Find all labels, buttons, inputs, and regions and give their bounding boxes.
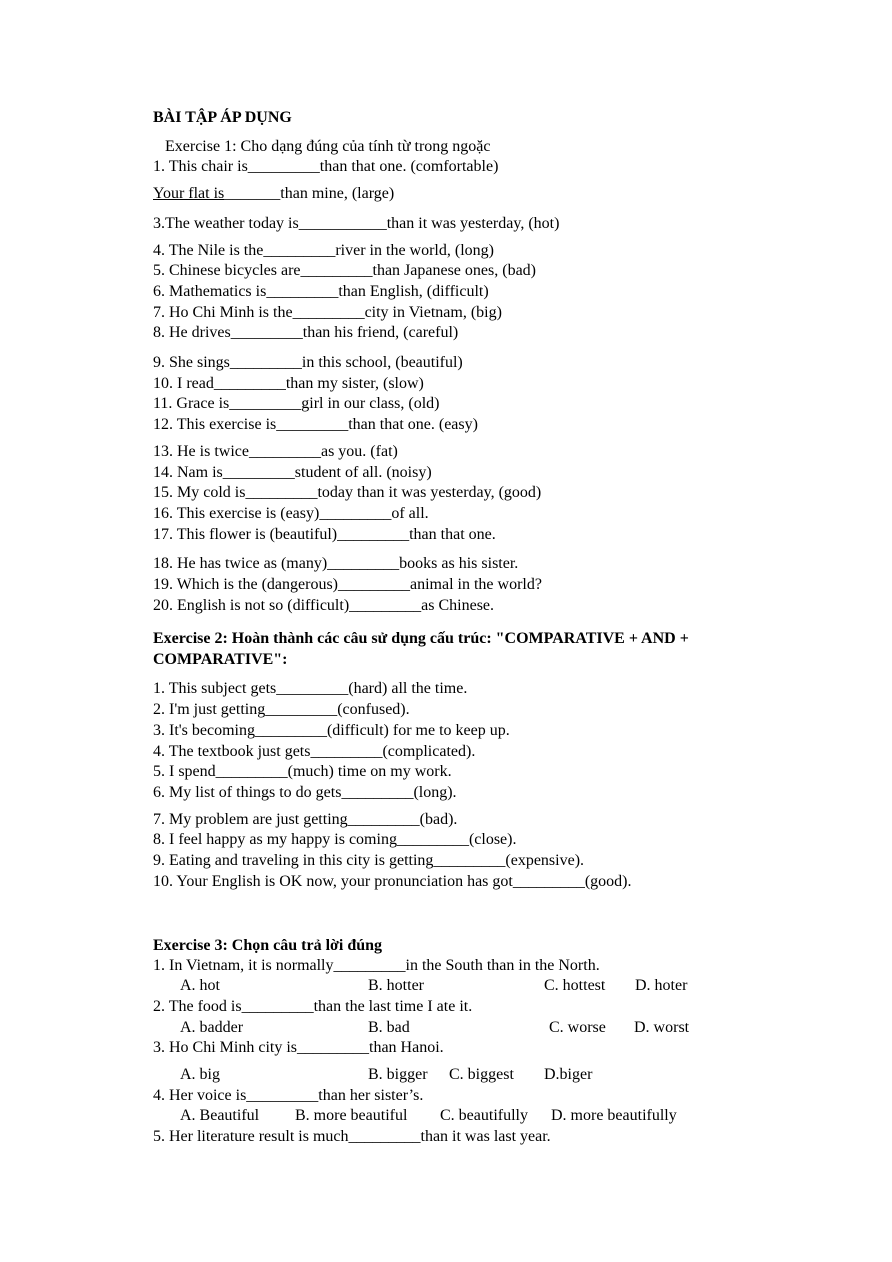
worksheet bbox=[153, 108, 793, 1148]
exercise-1-item-4: 4. The Nile is the_________river in the world, (long) bbox=[153, 241, 494, 259]
exercise-3-question-3: 3. Ho Chi Minh city is_________than Hanoi. bbox=[153, 1039, 444, 1057]
exercise-3-options-3 bbox=[153, 1065, 793, 1086]
exercise-1-item-19: 19. Which is the (dangerous)_________animal in the world? bbox=[153, 576, 542, 594]
exercise-3-q3-option-c: C. biggest bbox=[449, 1065, 514, 1083]
exercise-3-q1-option-c: C. hottest bbox=[544, 977, 606, 995]
exercise-1-item-13: 13. He is twice_________as you. (fat) bbox=[153, 442, 398, 460]
exercise-3-options-4 bbox=[153, 1106, 793, 1127]
exercise-1-item-7: 7. Ho Chi Minh is the_________city in Vietnam, (big) bbox=[153, 303, 502, 321]
exercise-1-item-16: 16. This exercise is (easy)_________of all. bbox=[153, 504, 429, 522]
exercise-3-options-1 bbox=[153, 976, 793, 997]
exercise-1-item-2-rest: _______than mine, (large) bbox=[224, 185, 395, 203]
exercise-1-item-3: 3.The weather today is___________than it was yesterday, (hot) bbox=[153, 214, 560, 232]
exercise-2-item-7: 7. My problem are just getting_________(bad). bbox=[153, 810, 458, 828]
exercise-3-q1-option-b: B. hotter bbox=[368, 977, 424, 995]
exercise-3-q2-option-b: B. bad bbox=[368, 1018, 410, 1036]
exercise-1-item-6: 6. Mathematics is_________than English, (difficult) bbox=[153, 282, 489, 300]
exercise-3-q4-option-c: C. beautifully bbox=[440, 1107, 528, 1125]
exercise-3-q4-option-a: A. Beautiful bbox=[180, 1107, 260, 1125]
exercise-2-heading: Exercise 2: Hoàn thành các câu sử dụng cấu trúc: "COMPARATIVE + AND + COMPARATIVE": bbox=[153, 630, 689, 669]
exercise-1-item-12: 12. This exercise is_________than that one. (easy) bbox=[153, 416, 478, 434]
exercise-1-item-2-underlined: Your flat is bbox=[153, 185, 225, 203]
exercise-3-q1-option-a: A. hot bbox=[180, 977, 220, 995]
exercise-3-q3-option-a: A. big bbox=[180, 1065, 220, 1083]
exercise-2-item-5: 5. I spend_________(much) time on my work. bbox=[153, 763, 452, 781]
exercise-2-item-2: 2. I'm just getting_________(confused). bbox=[153, 701, 410, 719]
exercise-2-item-3: 3. It's becoming_________(difficult) for me to keep up. bbox=[153, 721, 510, 739]
exercise-2-item-8: 8. I feel happy as my happy is coming_________(close). bbox=[153, 831, 517, 849]
exercise-1 bbox=[153, 137, 793, 617]
exercise-3-question-5: 5. Her literature result is much_________than it was last year. bbox=[153, 1128, 551, 1146]
exercise-1-item-14: 14. Nam is_________student of all. (noisy) bbox=[153, 463, 432, 481]
exercise-3 bbox=[153, 935, 793, 1148]
exercise-1-item-17: 17. This flower is (beautiful)_________than that one. bbox=[153, 525, 496, 543]
worksheet-title: BÀI TẬP ÁP DỤNG bbox=[153, 109, 292, 126]
exercise-2-item-1: 1. This subject gets_________(hard) all the time. bbox=[153, 680, 468, 698]
exercise-3-q4-option-b: B. more beautiful bbox=[295, 1107, 408, 1125]
exercise-3-question-4: 4. Her voice is_________than her sister’s. bbox=[153, 1086, 424, 1104]
exercise-3-question-1: 1. In Vietnam, it is normally_________in the South than in the North. bbox=[153, 956, 600, 974]
exercise-2-item-6: 6. My list of things to do gets_________(long). bbox=[153, 783, 457, 801]
exercise-1-item-20: 20. English is not so (difficult)_________as Chinese. bbox=[153, 596, 495, 614]
exercise-1-item-8: 8. He drives_________than his friend, (careful) bbox=[153, 324, 459, 342]
exercise-3-q1-option-d: D. hoter bbox=[635, 977, 688, 995]
exercise-3-q2-option-d: D. worst bbox=[634, 1018, 690, 1036]
exercise-1-item-15: 15. My cold is_________today than it was yesterday, (good) bbox=[153, 484, 542, 502]
exercise-3-question-2: 2. The food is_________than the last time I ate it. bbox=[153, 997, 473, 1015]
exercise-1-item-1: 1. This chair is_________than that one. (comfortable) bbox=[153, 158, 499, 176]
exercise-2-item-9: 9. Eating and traveling in this city is getting_________(expensive). bbox=[153, 852, 585, 870]
exercise-3-heading: Exercise 3: Chọn câu trả lời đúng bbox=[153, 936, 383, 954]
exercise-1-item-2 bbox=[153, 184, 793, 205]
exercise-2 bbox=[153, 628, 793, 892]
exercise-2-item-4: 4. The textbook just gets_________(complicated). bbox=[153, 742, 476, 760]
exercise-1-item-18: 18. He has twice as (many)_________books as his sister. bbox=[153, 555, 519, 573]
exercise-3-q2-option-c: C. worse bbox=[549, 1018, 606, 1036]
exercise-2-item-10: 10. Your English is OK now, your pronunciation has got_________(good). bbox=[153, 872, 632, 890]
exercise-1-item-10: 10. I read_________than my sister, (slow) bbox=[153, 374, 424, 392]
exercise-1-item-5: 5. Chinese bicycles are_________than Japanese ones, (bad) bbox=[153, 262, 536, 280]
exercise-3-q2-option-a: A. badder bbox=[180, 1018, 244, 1036]
exercise-1-item-9: 9. She sings_________in this school, (beautiful) bbox=[153, 354, 463, 372]
exercise-1-item-11: 11. Grace is_________girl in our class, (old) bbox=[153, 395, 440, 413]
exercise-3-q3-option-d: D.biger bbox=[544, 1065, 593, 1083]
exercise-3-options-2 bbox=[153, 1018, 793, 1039]
exercise-3-q3-option-b: B. bigger bbox=[368, 1065, 428, 1083]
exercise-3-q4-option-d: D. more beautifully bbox=[551, 1107, 677, 1125]
exercise-1-heading: Exercise 1: Cho dạng đúng của tính từ trong ngoặc bbox=[165, 137, 491, 155]
